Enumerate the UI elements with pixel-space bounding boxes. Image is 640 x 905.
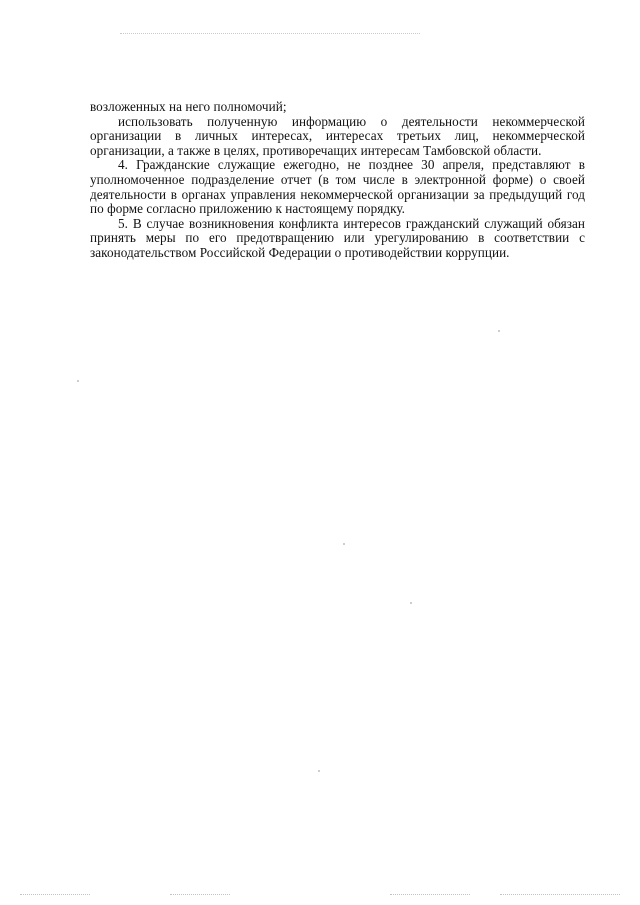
- scan-artifact-bottom: [500, 894, 620, 896]
- scan-speck: [410, 602, 412, 604]
- scan-speck: [318, 770, 320, 772]
- paragraph-item-4: 4. Гражданские служащие ежегодно, не позднее 30 апреля, представляют в уполномоченное подразделение отчет (в том числе в электронной форме) о своей деятельности в органах управления некоммерческой организации за предыдущий год по форме согласно приложению к настоящему порядку.: [90, 157, 585, 217]
- scan-artifact-top: [120, 33, 420, 36]
- scan-speck: [77, 380, 79, 382]
- scan-artifact-bottom: [20, 894, 90, 896]
- paragraph-item-5: 5. В случае возникновения конфликта интересов гражданский служащий обязан принять меры по его предотвращению или урегулированию в соответствии с законодательством Российской Федерации о противодействии коррупции.: [90, 215, 585, 260]
- scan-speck: [343, 543, 345, 545]
- scan-artifact-bottom: [170, 894, 230, 896]
- paragraph-continuation: возложенных на него полномочий;: [90, 99, 287, 114]
- paragraph-use-information: использовать полученную информацию о деятельности некоммерческой организации в личных интересах, интересах третьих лиц, некоммерческой организации, а также в целях, противоречащих интересам Тамбовской области.: [90, 113, 585, 158]
- document-body: [90, 100, 585, 261]
- scan-speck: [498, 330, 500, 332]
- scan-artifact-bottom: [390, 894, 470, 896]
